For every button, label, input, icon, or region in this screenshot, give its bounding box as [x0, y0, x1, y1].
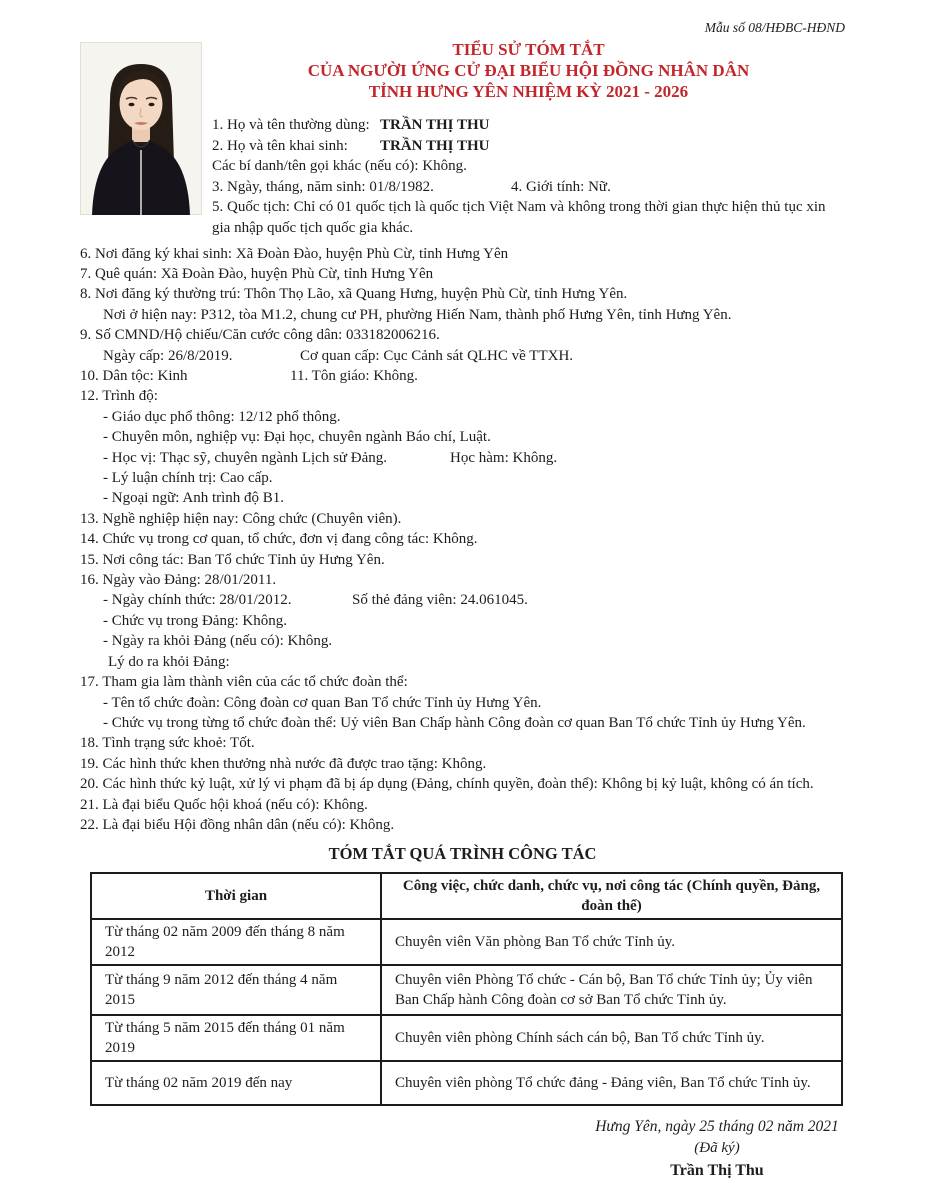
field-workplace: 15. Nơi công tác: Ban Tổ chức Tỉnh ủy Hưng Yên. — [80, 551, 385, 568]
title-line-3: TỈNH HƯNG YÊN NHIỆM KỲ 2021 - 2026 — [368, 82, 689, 101]
table-row — [91, 1015, 842, 1061]
signature-name: Trần Thị Thu — [670, 1162, 764, 1180]
field-religion: 11. Tôn giáo: Không. — [290, 368, 418, 384]
field-position: 14. Chức vụ trong cơ quan, tổ chức, đơn vị đang công tác: Không. — [80, 531, 478, 548]
field-organization-name: - Tên tổ chức đoàn: Công đoàn cơ quan Ban Tổ chức Tỉnh ủy Hưng Yên. — [103, 694, 542, 711]
field-education-header: 12. Trình độ: — [80, 388, 158, 405]
field-hometown: 7. Quê quán: Xã Đoàn Đào, huyện Phù Cừ, tỉnh Hưng Yên — [80, 265, 434, 282]
cell-period: Từ tháng 02 năm 2009 đến tháng 8 năm 2012 — [91, 919, 381, 965]
field-id-issue — [80, 346, 845, 366]
field-ethnicity: 10. Dân tộc: Kinh — [80, 368, 188, 384]
work-history-title: TÓM TẮT QUÁ TRÌNH CÔNG TÁC — [328, 844, 597, 864]
field-foreign-language: - Ngoại ngữ: Anh trình độ B1. — [103, 490, 285, 507]
table-row — [91, 1061, 842, 1105]
header-cell-time: Thời gian — [91, 873, 381, 919]
field-party-official — [80, 590, 845, 610]
candidate-photo — [80, 42, 202, 215]
title-line-2: CỦA NGƯỜI ỨNG CỬ ĐẠI BIỂU HỘI ĐỒNG NHÂN DÂN — [307, 61, 750, 80]
field-permanent-residence: 8. Nơi đăng ký thường trú: Thôn Thọ Lão, xã Quang Hưng, huyện Phù Cừ, tỉnh Hưng Yên. — [80, 286, 628, 303]
field-birth-name-label: 2. Họ và tên khai sinh: — [212, 137, 348, 154]
field-current-residence: Nơi ở hiện nay: P312, tòa M1.2, chung cư PH, phường Hiến Nam, thành phố Hưng Yên, tỉnh Hưng Yên. — [103, 306, 732, 323]
cell-role: Chuyên viên phòng Tổ chức đảng - Đảng viên, Ban Tổ chức Tỉnh ủy. — [381, 1061, 842, 1105]
field-health: 18. Tình trạng sức khoẻ: Tốt. — [80, 735, 255, 752]
field-birth-registration: 6. Nơi đăng ký khai sinh: Xã Đoàn Đào, huyện Phù Cừ, tỉnh Hưng Yên — [80, 245, 509, 262]
field-party-left-reason: Lý do ra khỏi Đảng: — [108, 653, 230, 670]
cell-period: Từ tháng 02 năm 2019 đến nay — [91, 1061, 381, 1105]
field-party-position: - Chức vụ trong Đảng: Không. — [103, 612, 287, 629]
cell-period: Từ tháng 9 năm 2012 đến tháng 4 năm 2015 — [91, 965, 381, 1015]
table-header-row — [91, 873, 842, 919]
field-organization-role: - Chức vụ trong từng tổ chức đoàn thể: Uỷ viên Ban Chấp hành Công đoàn cơ quan Ban Tổ chức Tỉnh ủy Hưng Yên. — [103, 714, 806, 731]
cell-period: Từ tháng 5 năm 2015 đến tháng 01 năm 2019 — [91, 1015, 381, 1061]
field-common-name-label: 1. Họ và tên thường dùng: — [212, 117, 370, 133]
personal-info-main — [80, 244, 845, 836]
field-discipline: 20. Các hình thức kỷ luật, xử lý vi phạm đã bị áp dụng (Đảng, chính quyền, đoàn thể): Không bị kỷ luật, không có án tích. — [80, 776, 814, 793]
field-general-education: - Giáo dục phổ thông: 12/12 phổ thông. — [103, 408, 341, 425]
field-party-left-date: - Ngày ra khỏi Đảng (nếu có): Không. — [103, 633, 333, 650]
signature-place-date: Hưng Yên, ngày 25 tháng 02 năm 2021 — [595, 1118, 839, 1136]
cell-role: Chuyên viên Văn phòng Ban Tổ chức Tỉnh ủy. — [381, 919, 842, 965]
field-ethnicity-religion — [80, 366, 845, 386]
field-nationality: 5. Quốc tịch: Chỉ có 01 quốc tịch là quốc tịch Việt Nam và không trong thời gian thực hiện thủ tục xin gia nhập quốc tịch quốc gia khác. — [212, 199, 826, 236]
cell-role: Chuyên viên Phòng Tổ chức - Cán bộ, Ban Tổ chức Tỉnh ủy; Ủy viên Ban Chấp hành Công đoàn cơ sở Ban Tổ chức Tỉnh ủy. — [381, 965, 842, 1015]
field-common-name-value: TRẦN THỊ THU — [380, 117, 490, 133]
field-party-official-date: - Ngày chính thức: 28/01/2012. — [103, 592, 292, 609]
field-party-card-number: Số thẻ đảng viên: 24.061045. — [352, 592, 528, 609]
field-peoples-council: 22. Là đại biểu Hội đồng nhân dân (nếu có): Không. — [80, 816, 395, 833]
header-cell-job: Công việc, chức danh, chức vụ, nơi công tác (Chính quyền, Đảng, đoàn thể) — [381, 873, 842, 919]
field-id-issue-date: Ngày cấp: 26/8/2019. — [103, 347, 233, 364]
field-professional-education: - Chuyên môn, nghiệp vụ: Đại học, chuyên ngành Báo chí, Luật. — [103, 429, 491, 446]
field-organizations-header: 17. Tham gia làm thành viên của các tổ chức đoàn thể: — [80, 674, 408, 691]
field-political-theory: - Lý luận chính trị: Cao cấp. — [103, 470, 273, 487]
field-alias: Các bí danh/tên gọi khác (nếu có): Không. — [212, 158, 467, 175]
field-academic-title: Học hàm: Không. — [450, 449, 558, 466]
field-awards: 19. Các hình thức khen thưởng nhà nước đã được trao tặng: Không. — [80, 755, 487, 772]
portrait-photo-graphic — [80, 42, 202, 215]
field-degree-value: - Học vị: Thạc sỹ, chuyên ngành Lịch sử Đảng. — [103, 449, 388, 466]
field-id-issuer: Cơ quan cấp: Cục Cảnh sát QLHC về TTXH. — [300, 347, 574, 364]
cell-role: Chuyên viên phòng Chính sách cán bộ, Ban Tổ chức Tỉnh ủy. — [381, 1015, 842, 1061]
field-birth-name-value: TRẦN THỊ THU — [380, 137, 490, 154]
field-gender: 4. Giới tính: Nữ. — [511, 178, 611, 195]
field-degree — [80, 448, 845, 468]
field-party-join-date: 16. Ngày vào Đảng: 28/01/2011. — [80, 572, 277, 589]
field-occupation: 13. Nghề nghiệp hiện nay: Công chức (Chuyên viên). — [80, 510, 402, 527]
field-id-number: 9. Số CMND/Hộ chiếu/Căn cước công dân: 033182006216. — [80, 327, 440, 344]
title-line-1: TIỂU SỬ TÓM TẮT — [452, 40, 605, 59]
form-code: Mẫu số 08/HĐBC-HĐND — [704, 20, 845, 35]
field-national-assembly: 21. Là đại biểu Quốc hội khoá (nếu có): Không. — [80, 796, 368, 813]
work-history-table — [90, 872, 843, 1106]
signed-note: (Đã ký) — [694, 1140, 740, 1157]
signature-block — [589, 1117, 845, 1181]
field-dob: 3. Ngày, tháng, năm sinh: 01/8/1982. — [212, 178, 434, 195]
table-row — [91, 965, 842, 1015]
table-row — [91, 919, 842, 965]
